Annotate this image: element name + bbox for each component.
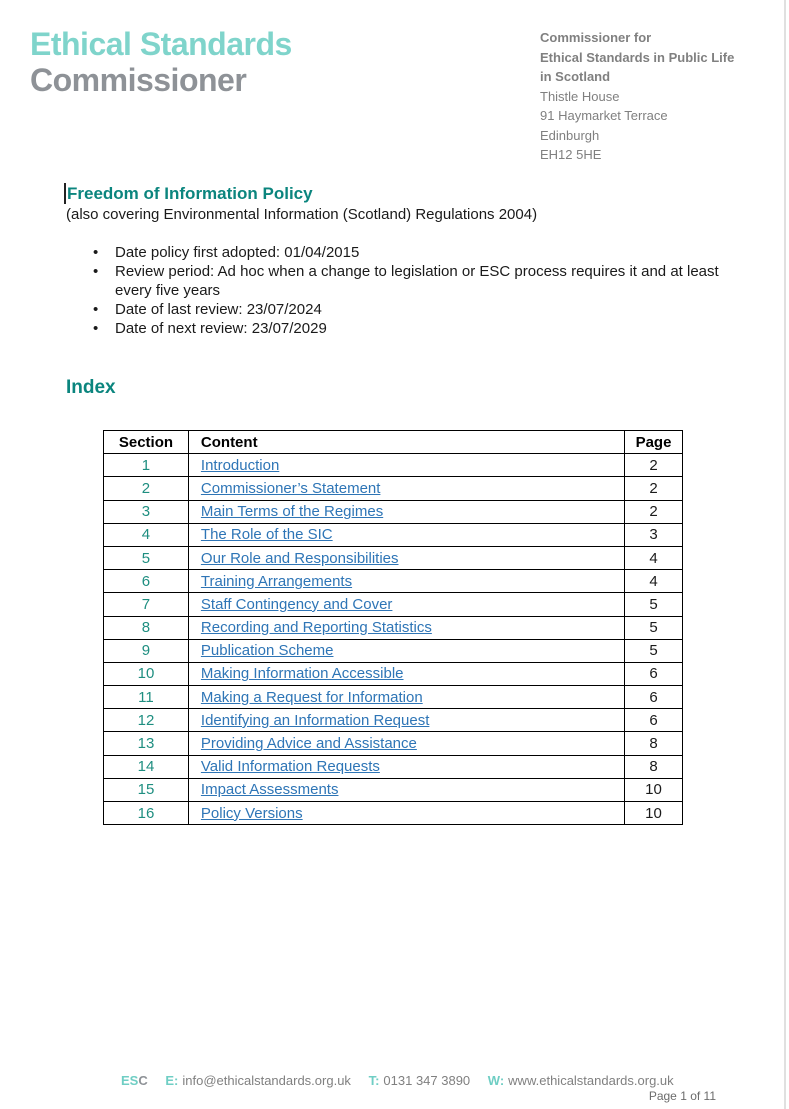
content-cell <box>188 523 624 546</box>
content-cell <box>188 477 624 500</box>
phone-label: T: <box>368 1073 380 1088</box>
section-number: 14 <box>104 755 189 778</box>
bullet-icon: • <box>93 320 99 337</box>
table-row <box>104 477 683 500</box>
table-row <box>104 454 683 477</box>
section-number: 4 <box>104 523 189 546</box>
index-table <box>103 430 683 825</box>
text-cursor <box>64 183 66 204</box>
address-line: Thistle House <box>540 88 620 104</box>
toc-link[interactable]: Impact Assessments <box>200 781 339 799</box>
table-row <box>104 546 683 569</box>
footer-contact-line <box>121 1073 688 1088</box>
section-number: 16 <box>104 802 189 825</box>
content-cell <box>188 639 624 662</box>
section-number: 12 <box>104 709 189 732</box>
toc-link[interactable]: Staff Contingency and Cover <box>200 595 393 613</box>
email-label: E: <box>165 1073 179 1088</box>
content-cell <box>188 500 624 523</box>
section-number: 11 <box>104 686 189 709</box>
table-row <box>104 709 683 732</box>
footer-email-segment <box>165 1073 351 1088</box>
content-cell <box>188 778 624 801</box>
bullet-icon: • <box>93 301 99 318</box>
header-page: Page <box>625 431 683 454</box>
table-row <box>104 523 683 546</box>
section-number: 13 <box>104 732 189 755</box>
toc-link[interactable]: Main Terms of the Regimes <box>200 503 384 521</box>
footer-esc-logo <box>121 1073 148 1088</box>
address-line: 91 Haymarket Terrace <box>540 108 668 123</box>
list-item: • Date of next review: 23/07/2029 <box>93 320 327 337</box>
page-number: 10 <box>625 802 683 825</box>
index-table-body <box>104 454 683 825</box>
list-item: • Date of last review: 23/07/2024 <box>93 301 322 318</box>
page-number: 5 <box>625 593 683 616</box>
email-link[interactable]: info@ethicalstandards.org.uk <box>182 1073 351 1088</box>
logo-line-ethical-standards: Ethical Standards <box>30 26 292 62</box>
address-block <box>540 28 770 165</box>
section-number: 15 <box>104 778 189 801</box>
content-cell <box>188 686 624 709</box>
table-row <box>104 616 683 639</box>
content-cell <box>188 802 624 825</box>
header-content: Content <box>188 431 624 454</box>
section-number: 6 <box>104 570 189 593</box>
address-line: Ethical Standards in Public Life <box>540 49 735 65</box>
toc-link[interactable]: The Role of the SIC <box>200 526 333 544</box>
list-item: • Date policy first adopted: 01/04/2015 <box>93 244 360 261</box>
list-item: • Review period: Ad hoc when a change to legislation or ESC process requires it and at least every five years <box>93 263 719 299</box>
page-number: 4 <box>625 570 683 593</box>
table-row <box>104 593 683 616</box>
table-row <box>104 732 683 755</box>
page-number: 8 <box>625 755 683 778</box>
table-row <box>104 802 683 825</box>
content-cell <box>188 593 624 616</box>
toc-link[interactable]: Providing Advice and Assistance <box>200 735 417 753</box>
toc-link[interactable]: Making Information Accessible <box>200 665 404 683</box>
page-number: 6 <box>625 662 683 685</box>
table-row <box>104 639 683 662</box>
page-number: 8 <box>625 732 683 755</box>
page-number: 5 <box>625 616 683 639</box>
content-cell <box>188 546 624 569</box>
page-number: 6 <box>625 686 683 709</box>
table-row <box>104 755 683 778</box>
table-row <box>104 662 683 685</box>
table-row <box>104 570 683 593</box>
phone-number: 0131 347 3890 <box>383 1073 471 1088</box>
page-number: 2 <box>625 500 683 523</box>
page-number: 2 <box>625 477 683 500</box>
page-number: 6 <box>625 709 683 732</box>
toc-link[interactable]: Valid Information Requests <box>200 758 380 776</box>
section-number: 9 <box>104 639 189 662</box>
table-row <box>104 778 683 801</box>
toc-link[interactable]: Introduction <box>200 456 280 474</box>
footer-esc-gray: C <box>138 1073 148 1088</box>
section-number: 8 <box>104 616 189 639</box>
table-row <box>104 686 683 709</box>
address-line: EH12 5HE <box>540 147 602 162</box>
section-number: 3 <box>104 500 189 523</box>
page-number: 3 <box>625 523 683 546</box>
table-row <box>104 500 683 523</box>
footer-phone-segment <box>369 1073 471 1088</box>
logo-line-commissioner: Commissioner <box>30 62 247 98</box>
page-number: 4 <box>625 546 683 569</box>
esc-logo <box>30 26 292 98</box>
content-cell <box>188 755 624 778</box>
table-header-row <box>104 431 683 454</box>
section-number: 5 <box>104 546 189 569</box>
page-subtitle: (also covering Environmental Information (Scotland) Regulations 2004) <box>66 206 538 223</box>
toc-link[interactable]: Making a Request for Information <box>200 688 423 706</box>
section-number: 7 <box>104 593 189 616</box>
toc-link[interactable]: Policy Versions <box>200 804 303 822</box>
bullet-icon: • <box>93 244 99 261</box>
toc-link[interactable]: Training Arrangements <box>200 572 353 590</box>
content-cell <box>188 709 624 732</box>
page-number-indicator: Page 1 of 11 <box>648 1089 716 1103</box>
content-cell <box>188 616 624 639</box>
page-title: Freedom of Information Policy <box>67 183 313 203</box>
toc-link[interactable]: Our Role and Responsibilities <box>200 549 399 567</box>
index-heading: Index <box>66 377 116 398</box>
content-cell <box>188 662 624 685</box>
toc-link[interactable]: Commissioner’s Statement <box>200 479 381 497</box>
page-number: 10 <box>625 778 683 801</box>
footer-web-segment <box>488 1073 674 1088</box>
footer-esc-teal: ES <box>121 1073 139 1088</box>
section-number: 1 <box>104 454 189 477</box>
address-line: Edinburgh <box>540 127 600 143</box>
policy-meta-list <box>93 243 755 338</box>
header-section: Section <box>104 431 189 454</box>
toc-link[interactable]: Recording and Reporting Statistics <box>200 619 432 637</box>
section-number: 10 <box>104 662 189 685</box>
address-line: in Scotland <box>540 69 611 84</box>
address-line: Commissioner for <box>540 30 652 45</box>
section-number: 2 <box>104 477 189 500</box>
toc-link[interactable]: Identifying an Information Request <box>200 711 430 729</box>
page-edge-divider <box>784 0 786 1109</box>
page-number: 2 <box>625 454 683 477</box>
content-cell <box>188 570 624 593</box>
page-number: 5 <box>625 639 683 662</box>
content-cell <box>188 454 624 477</box>
web-label: W: <box>487 1073 505 1088</box>
toc-link[interactable]: Publication Scheme <box>200 642 334 660</box>
content-cell <box>188 732 624 755</box>
bullet-icon: • <box>93 263 99 280</box>
website-link[interactable]: www.ethicalstandards.org.uk <box>508 1073 674 1088</box>
title-row <box>64 183 313 204</box>
